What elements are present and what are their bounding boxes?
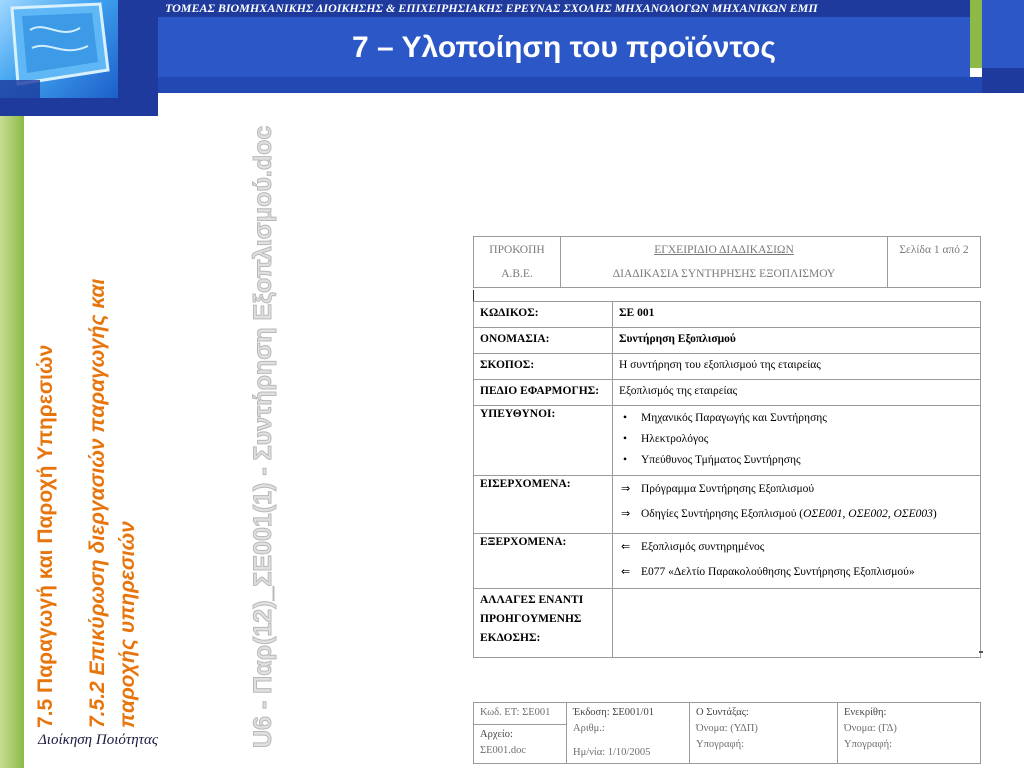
page-cell (888, 237, 981, 288)
changes-label (474, 589, 613, 658)
edition-label: Έκδοση: (573, 707, 610, 718)
changes-label-line: ΕΚΔΟΣΗΣ: (480, 632, 541, 644)
archive-label: Αρχείο: (480, 729, 513, 741)
list-item: • Ηλεκτρολόγος (619, 429, 974, 450)
company-type: Α.Β.Ε. (501, 268, 533, 280)
approver-signature: Υπογραφή: (844, 739, 892, 750)
changes-value (613, 589, 981, 658)
purpose-value: Η συντήρηση του εξοπλισμού της εταιρείας (613, 354, 981, 380)
section-heading-7-5-2-line1: 7.5.2 Επικύρωση διεργασιών παραγωγής και (86, 278, 109, 728)
document-header-table (473, 236, 981, 288)
responsible-list (613, 406, 981, 476)
archive-value: ΣΕ001.doc (480, 745, 527, 757)
edition-cell (567, 703, 690, 764)
list-item (619, 476, 974, 501)
scope-value: Εξοπλισμός της εταιρείας (613, 380, 981, 406)
section-heading-7-5-2-line2: παροχής υπηρεσιών (116, 521, 139, 728)
document-footer-table (473, 702, 981, 764)
table-row (474, 302, 981, 328)
outputs-list (613, 534, 981, 589)
list-item (619, 559, 974, 584)
text-cursor (473, 290, 474, 301)
arrow-left-icon: ⇐ (621, 540, 631, 553)
author-name: Όνομα: (ΥΔΠ) (696, 723, 758, 734)
list-item: • Υπεύθυνος Τμήματος Συντήρησης (619, 450, 974, 471)
procedure-table (473, 301, 981, 658)
date-label: Ημ/νία: (573, 747, 606, 758)
output-item-text: Ε077 «Δελτίο Παρακολούθησης Συντήρησης Εξοπλισμού» (641, 566, 915, 578)
slide-title: 7 – Υλοποίηση του προϊόντος (352, 31, 776, 64)
input-item-tail: ) (932, 508, 937, 520)
output-item-text: Εξοπλισμός συντηρημένος (641, 541, 765, 553)
author-cell (690, 703, 838, 764)
list-item: • Μηχανικός Παραγωγής και Συντήρησης (619, 408, 974, 429)
company-name: ΠΡΟΚΟΠΗ (489, 244, 545, 256)
edition-value: ΣΕ001/01 (612, 707, 654, 718)
arrow-left-icon: ⇐ (621, 565, 631, 578)
footer-label: Διοίκηση Ποιότητας (38, 732, 159, 748)
accent-stripe (0, 116, 24, 768)
author-title: Ο Συντάξας: (696, 707, 749, 718)
author-signature: Υπογραφή: (696, 739, 744, 750)
input-item-text: Οδηγίες Συντήρησης Εξοπλισμού ( (641, 508, 804, 520)
approver-name: Όνομα: (ΓΔ) (844, 723, 897, 734)
manual-title: ΕΓΧΕΙΡΙΔΙΟ ΔΙΑΔΙΚΑΣΙΩΝ (654, 244, 794, 256)
table-row (474, 476, 981, 534)
table-row (474, 354, 981, 380)
changes-label-line: ΠΡΟΗΓΟΥΜΕΝΗΣ (480, 613, 582, 625)
arrow-right-icon: ⇒ (621, 482, 631, 495)
table-row (474, 406, 981, 476)
table-row (474, 589, 981, 658)
input-item-text: Πρόγραμμα Συντήρησης Εξοπλισμού (641, 483, 815, 495)
code-cell (474, 703, 567, 725)
name-value: Συντήρηση Εξοπλισμού (613, 328, 981, 354)
monitor-logo-icon (0, 0, 118, 98)
footer-code: Κωδ. ΕΤ: ΣΕ001 (480, 707, 551, 718)
date-value: 1/10/2005 (607, 747, 651, 758)
title-band-lower (158, 77, 982, 93)
header-right-lower (982, 68, 1024, 93)
list-item (619, 501, 974, 526)
inputs-list (613, 476, 981, 534)
approver-cell (838, 703, 981, 764)
number-label: Αριθμ.: (573, 723, 605, 734)
table-row (474, 534, 981, 589)
changes-label-line: ΑΛΛΑΓΕΣ ΕΝΑΝΤΙ (480, 594, 584, 606)
manual-cell (561, 237, 888, 288)
approver-title: Ενεκρίθη: (844, 707, 887, 718)
page-number: Σελίδα 1 από 2 (899, 244, 969, 256)
date (573, 745, 683, 761)
purpose-label: ΣΚΟΠΟΣ: (474, 354, 613, 380)
code-label: ΚΩΔΙΚΟΣ: (474, 302, 613, 328)
responsible-label: ΥΠΕΥΘΥΝΟΙ: (474, 406, 613, 476)
institution-name: ΤΟΜΕΑΣ ΒΙΟΜΗΧΑΝΙΚΗΣ ΔΙΟΙΚΗΣΗΣ & ΕΠΙΧΕΙΡΗΣΙΑΚΗΣ ΕΡΕΥΝΑΣ ΣΧΟΛΗΣ ΜΗΧΑΝΟΛΟΓΩΝ ΜΗΧΑΝΙΚΩΝ ΕΜΠ (165, 1, 818, 15)
green-accent-bar (970, 0, 982, 68)
name-label: ΟΝΟΜΑΣΙΑ: (474, 328, 613, 354)
inputs-label: ΕΙΣΕΡΧΟΜΕΝΑ: (474, 476, 613, 534)
header-right-panel (982, 0, 1024, 68)
table-row (474, 328, 981, 354)
procedure-title: ΔΙΑΔΙΚΑΣΙΑ ΣΥΝΤΗΡΗΣΗΣ ΕΞΟΠΛΙΣΜΟΥ (612, 268, 836, 280)
company-cell (474, 237, 561, 288)
scope-label: ΠΕΔΙΟ ΕΦΑΡΜΟΓΗΣ: (474, 380, 613, 406)
archive-cell (474, 725, 567, 764)
arrow-right-icon: ⇒ (621, 507, 631, 520)
section-heading-7-5: 7.5 Παραγωγή και Παροχή Υπηρεσιών (34, 344, 57, 728)
edition (573, 705, 683, 721)
outputs-label: ΕΞΕΡΧΟΜΕΝΑ: (474, 534, 613, 589)
code-value: ΣΕ 001 (613, 302, 981, 328)
document-filename: U6 - Παρ(12)_ΣΕ001(1) - Συντήρηση Εξοπλισμού.doc (249, 125, 277, 748)
table-corner-mark (979, 651, 983, 653)
logo-panel (0, 0, 158, 116)
table-row (474, 380, 981, 406)
list-item (619, 534, 974, 559)
input-item-codes: ΟΣΕ001, ΟΣΕ002, ΟΣΕ003 (803, 508, 933, 520)
